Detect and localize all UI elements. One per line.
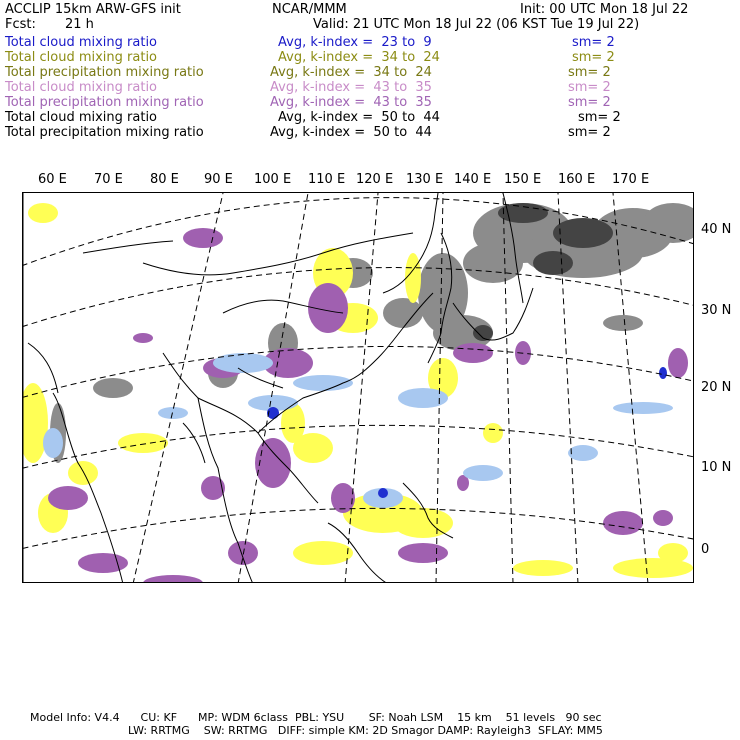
yellow-cloud [658, 543, 688, 563]
legend-row-name: Total precipitation mixing ratio [5, 125, 204, 140]
lon-label: 140 E [454, 172, 492, 187]
lon-label: 150 E [504, 172, 542, 187]
legend-row-name: Total precipitation mixing ratio [5, 95, 204, 110]
legend-row-sm: sm= 2 [568, 95, 611, 110]
legend-row-sm: sm= 2 [578, 110, 621, 125]
purple-precip [603, 511, 643, 535]
init-time: Init: 00 UTC Mon 18 Jul 22 [520, 2, 689, 17]
fcst-label: Fcst: [5, 17, 36, 32]
yellow-cloud [23, 383, 48, 463]
yellow-cloud [118, 433, 168, 453]
lat-label: 20 N [701, 380, 732, 395]
purple-precip [183, 228, 223, 248]
lon-label: 100 E [254, 172, 292, 187]
legend-row-avg: Avg, k-index = 34 to 24 [270, 65, 432, 80]
lightblue-cloud [43, 428, 63, 458]
gray-cloud [603, 315, 643, 331]
lon-label: 170 E [612, 172, 650, 187]
purple-precip [48, 486, 88, 510]
lon-label: 80 E [150, 172, 179, 187]
lightblue-cloud [568, 445, 598, 461]
lon-label: 130 E [406, 172, 444, 187]
yellow-cloud [405, 253, 421, 303]
lat-label: 40 N [701, 222, 732, 237]
lightblue-cloud [158, 407, 188, 419]
legend-row-avg: Avg, k-index = 50 to 44 [278, 110, 440, 125]
gray-cloud [473, 325, 493, 341]
legend-row-avg: Avg, k-index = 43 to 35 [270, 95, 432, 110]
model-info-line1: Model Info: V4.4 CU: KF MP: WDM 6class PBL: YSU SF: Noah LSM 15 km 51 levels 90 sec [30, 711, 602, 724]
model-info-line2: LW: RRTMG SW: RRTMG DIFF: simple KM: 2D Smagor DAMP: Rayleigh3 SFLAY: MM5 [128, 724, 603, 737]
lightblue-cloud [378, 488, 388, 498]
lon-label: 160 E [558, 172, 596, 187]
cloud-gray-areas [50, 203, 694, 463]
purple-precip [78, 553, 128, 573]
legend-row-avg: Avg, k-index = 34 to 24 [278, 50, 440, 65]
valid-time: Valid: 21 UTC Mon 18 Jul 22 (06 KST Tue 19 Jul 22) [313, 17, 640, 32]
lon-label: 70 E [94, 172, 123, 187]
purple-precip [133, 333, 153, 343]
lightblue-cloud [463, 465, 503, 481]
purple-precip [143, 575, 203, 583]
legend-row-sm: sm= 2 [568, 65, 611, 80]
purple-precip [201, 476, 225, 500]
legend-row-name: Total cloud mixing ratio [5, 110, 158, 125]
yellow-cloud [483, 423, 503, 443]
map-svg [23, 193, 694, 583]
purple-precip [453, 343, 493, 363]
purple-precip [668, 348, 688, 378]
legend-row-name: Total cloud mixing ratio [5, 80, 158, 95]
lightblue-cloud [213, 353, 273, 373]
legend-row-avg: Avg, k-index = 43 to 35 [270, 80, 432, 95]
lon-label: 120 E [356, 172, 394, 187]
lightblue-cloud [659, 367, 667, 379]
yellow-cloud [68, 461, 98, 485]
purple-precip [228, 541, 258, 565]
yellow-cloud [293, 541, 353, 565]
lon-label: 90 E [204, 172, 233, 187]
legend-row-sm: sm= 2 [568, 125, 611, 140]
gray-cloud [463, 243, 523, 283]
lat-label: 0 [701, 542, 710, 557]
legend-row-name: Total cloud mixing ratio [5, 50, 158, 65]
legend-row-avg: Avg, k-index = 23 to 9 [278, 35, 432, 50]
gray-cloud [93, 378, 133, 398]
gray-cloud [693, 323, 694, 363]
lon-label: 60 E [38, 172, 67, 187]
gray-cloud [533, 251, 573, 275]
gray-cloud [383, 298, 423, 328]
legend-row-sm: sm= 2 [572, 35, 615, 50]
legend-row-sm: sm= 2 [568, 80, 611, 95]
fcst-value: 21 h [65, 17, 94, 32]
model-title: ACCLIP 15km ARW-GFS init [5, 2, 181, 17]
purple-precip [255, 438, 291, 488]
gray-cloud [498, 203, 548, 223]
legend-row-name: Total cloud mixing ratio [5, 35, 158, 50]
map-panel [22, 192, 694, 583]
org-label: NCAR/MMM [272, 2, 347, 17]
purple-precip [398, 543, 448, 563]
lon-label: 110 E [308, 172, 346, 187]
legend-row-name: Total precipitation mixing ratio [5, 65, 204, 80]
yellow-cloud [513, 560, 573, 576]
legend-row-avg: Avg, k-index = 50 to 44 [270, 125, 432, 140]
lat-label: 10 N [701, 460, 732, 475]
legend-row-sm: sm= 2 [572, 50, 615, 65]
purple-precip [653, 510, 673, 526]
lightblue-cloud [613, 402, 673, 414]
gray-cloud [553, 218, 613, 248]
lightblue-cloud [398, 388, 448, 408]
lat-label: 30 N [701, 303, 732, 318]
yellow-cloud [28, 203, 58, 223]
